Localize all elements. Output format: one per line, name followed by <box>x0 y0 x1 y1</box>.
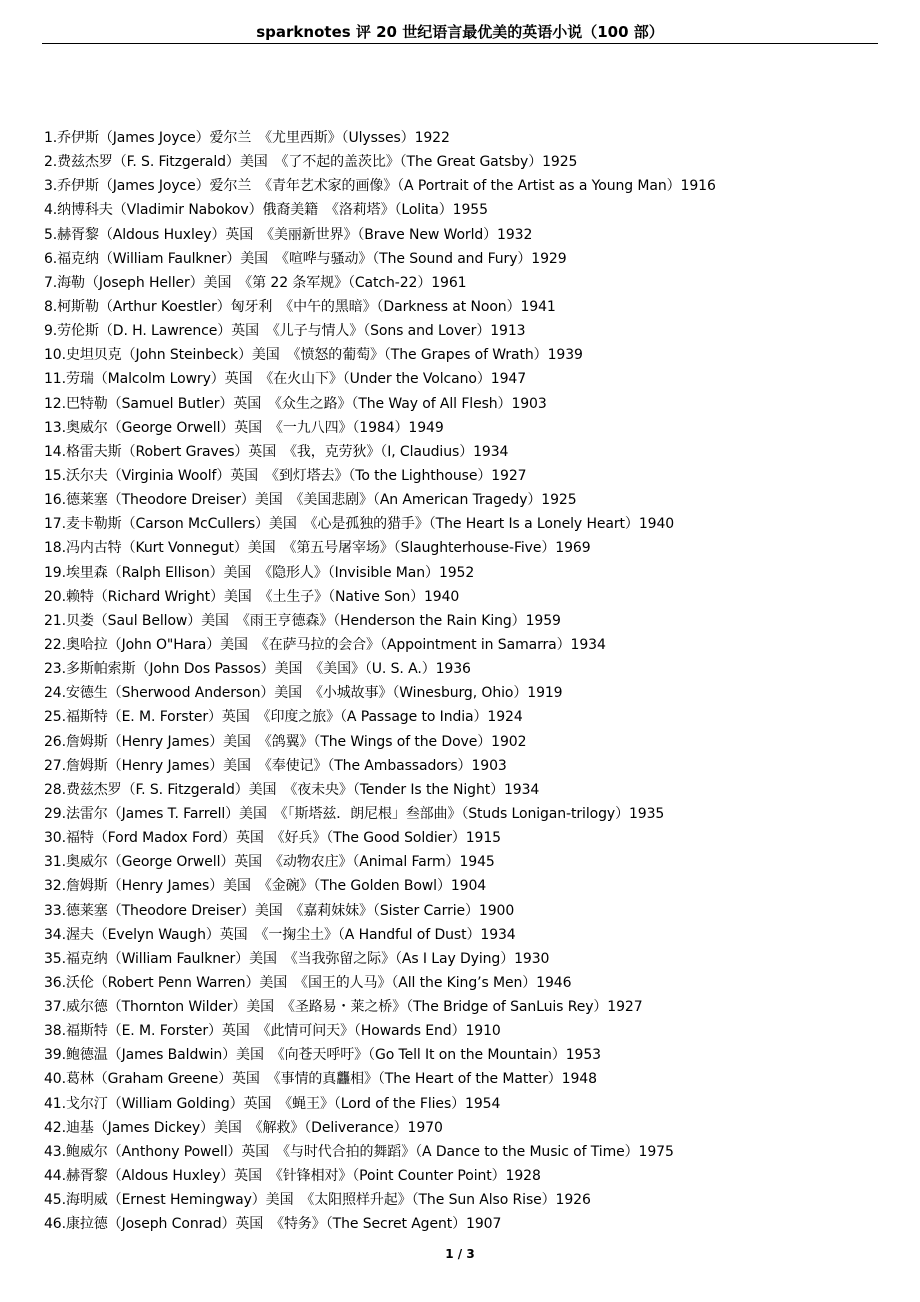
list-item: 40.葛林（Graham Greene）英国 《事情的真龘相》（The Heart of the Matter）1948 <box>44 1071 597 1088</box>
list-item: 45.海明威（Ernest Hemingway）美国 《太阳照样升起》（The Sun Also Rise）1926 <box>44 1192 591 1209</box>
list-item: 12.巴特勒（Samuel Butler）英国 《众生之路》（The Way of All Flesh）1903 <box>44 395 547 412</box>
list-item: 18.冯内古特（Kurt Vonnegut）美国 《第五号屠宰场》（Slaughterhouse-Five）1969 <box>44 540 591 557</box>
list-item: 13.奥威尔（George Orwell）英国 《一九八四》（1984）1949 <box>44 419 444 436</box>
list-item: 44.赫胥黎（Aldous Huxley）英国 《针锋相对》（Point Counter Point）1928 <box>44 1168 541 1185</box>
list-item: 10.史坦贝克（John Steinbeck）美国 《愤怒的葡萄》（The Grapes of Wrath）1939 <box>44 347 583 364</box>
list-item: 23.多斯帕索斯（John Dos Passos）美国 《美国》（U. S. A.）1936 <box>44 661 471 678</box>
list-item: 1.乔伊斯（James Joyce）爱尔兰 《尤里西斯》（Ulysses）1922 <box>44 130 450 146</box>
list-item: 39.鲍德温（James Baldwin）美国 《向苍天呼吁》（Go Tell It on the Mountain）1953 <box>44 1047 601 1064</box>
list-item: 4.纳博科夫（Vladimir Nabokov）俄裔美籍 《洛莉塔》（Lolita）1955 <box>44 202 488 219</box>
list-item: 34.渥夫（Evelyn Waugh）英国 《一掬尘土》（A Handful of Dust）1934 <box>44 926 516 943</box>
list-item: 29.法雷尔（James T. Farrell）美国 《「斯塔兹．朗尼根」叁部曲》（Studs Lonigan-trilogy）1935 <box>44 805 665 822</box>
list-item: 20.赖特（Richard Wright）美国 《土生子》（Native Son）1940 <box>44 588 460 605</box>
list-item: 8.柯斯勒（Arthur Koestler）匈牙利 《中午的黑暗》（Darkness at Noon）1941 <box>44 298 556 315</box>
list-item: 37.威尔德（Thornton Wilder）美国 《圣路易・莱之桥》（The Bridge of SanLuis Rey）1927 <box>44 999 643 1016</box>
novel-list <box>44 126 904 1236</box>
list-item: 14.格雷夫斯（Robert Graves）英国 《我，克劳狄》（I, Claudius）1934 <box>44 443 509 460</box>
list-item: 17.麦卡勒斯（Carson McCullers）美国 《心是孤独的猎手》（The Heart Is a Lonely Heart）1940 <box>44 516 675 533</box>
list-item: 7.海勒（Joseph Heller）美国 《第 22 条军规》（Catch-22）1961 <box>44 274 467 291</box>
list-item: 42.迪基（James Dickey）美国 《解救》（Deliverance）1970 <box>44 1119 443 1136</box>
list-item: 25.福斯特（E. M. Forster）英国 《印度之旅》（A Passage to India）1924 <box>44 709 523 726</box>
list-item: 41.戈尔汀（William Golding）英国 《蝇王》（Lord of the Flies）1954 <box>44 1095 501 1112</box>
list-item: 33.德莱塞（Theodore Dreiser）美国 《嘉莉妹妹》（Sister Carrie）1900 <box>44 902 515 919</box>
header-divider <box>42 43 878 44</box>
list-item: 2.费兹杰罗（F. S. Fitzgerald）美国 《了不起的盖茨比》（The Great Gatsby）1925 <box>44 154 578 171</box>
page-number: 1 / 3 <box>445 1247 475 1261</box>
list-item: 9.劳伦斯（D. H. Lawrence）英国 《儿子与情人》（Sons and Lover）1913 <box>44 323 526 340</box>
list-item: 3.乔伊斯（James Joyce）爱尔兰 《青年艺术家的画像》（A Portrait of the Artist as a Young Man）1916 <box>44 178 716 195</box>
list-item: 5.赫胥黎（Aldous Huxley）英国 《美丽新世界》（Brave New World）1932 <box>44 226 533 243</box>
list-item: 15.沃尔夫（Virginia Woolf）英国 《到灯塔去》（To the Lighthouse）1927 <box>44 467 527 484</box>
list-item: 30.福特（Ford Madox Ford）英国 《好兵》（The Good Soldier）1915 <box>44 830 501 847</box>
list-item: 16.德莱塞（Theodore Dreiser）美国 《美国悲剧》（An American Tragedy）1925 <box>44 492 577 509</box>
list-item: 6.福克纳（William Faulkner）美国 《喧哗与骚动》（The Sound and Fury）1929 <box>44 250 567 267</box>
list-item: 36.沃伦（Robert Penn Warren）美国 《国王的人马》（All the King’s Men）1946 <box>44 974 572 991</box>
list-item: 35.福克纳（William Faulkner）美国 《当我弥留之际》（As I Lay Dying）1930 <box>44 950 550 967</box>
list-item: 19.埃里森（Ralph Ellison）美国 《隐形人》（Invisible Man）1952 <box>44 564 475 581</box>
list-item: 32.詹姆斯（Henry James）美国 《金碗》（The Golden Bowl）1904 <box>44 878 487 895</box>
list-item: 27.詹姆斯（Henry James）美国 《奉使记》（The Ambassadors）1903 <box>44 757 507 774</box>
list-item: 46.康拉德（Joseph Conrad）英国 《特务》（The Secret Agent）1907 <box>44 1216 502 1233</box>
list-item: 21.贝娄（Saul Bellow）美国 《雨王亨德森》（Henderson the Rain King）1959 <box>44 612 561 629</box>
list-item: 28.费兹杰罗（F. S. Fitzgerald）美国 《夜未央》（Tender Is the Night）1934 <box>44 781 540 798</box>
list-item: 22.奥哈拉（John O"Hara）美国 《在萨马拉的会合》（Appointment in Samarra）1934 <box>44 636 606 653</box>
page-title: sparknotes 评 20 世纪语言最优美的英语小说（100 部） <box>256 23 664 41</box>
list-item: 24.安德生（Sherwood Anderson）美国 《小城故事》（Winesburg, Ohio）1919 <box>44 685 563 702</box>
list-item: 38.福斯特（E. M. Forster）英国 《此情可问天》（Howards End）1910 <box>44 1023 501 1040</box>
list-item: 11.劳瑞（Malcolm Lowry）英国 《在火山下》（Under the Volcano）1947 <box>44 371 527 388</box>
list-item: 26.詹姆斯（Henry James）美国 《鸽翼》（The Wings of the Dove）1902 <box>44 733 527 750</box>
list-item: 31.奥威尔（George Orwell）英国 《动物农庄》（Animal Farm）1945 <box>44 854 495 871</box>
list-item: 43.鲍威尔（Anthony Powell）英国 《与时代合拍的舞蹈》（A Dance to the Music of Time）1975 <box>44 1143 674 1160</box>
